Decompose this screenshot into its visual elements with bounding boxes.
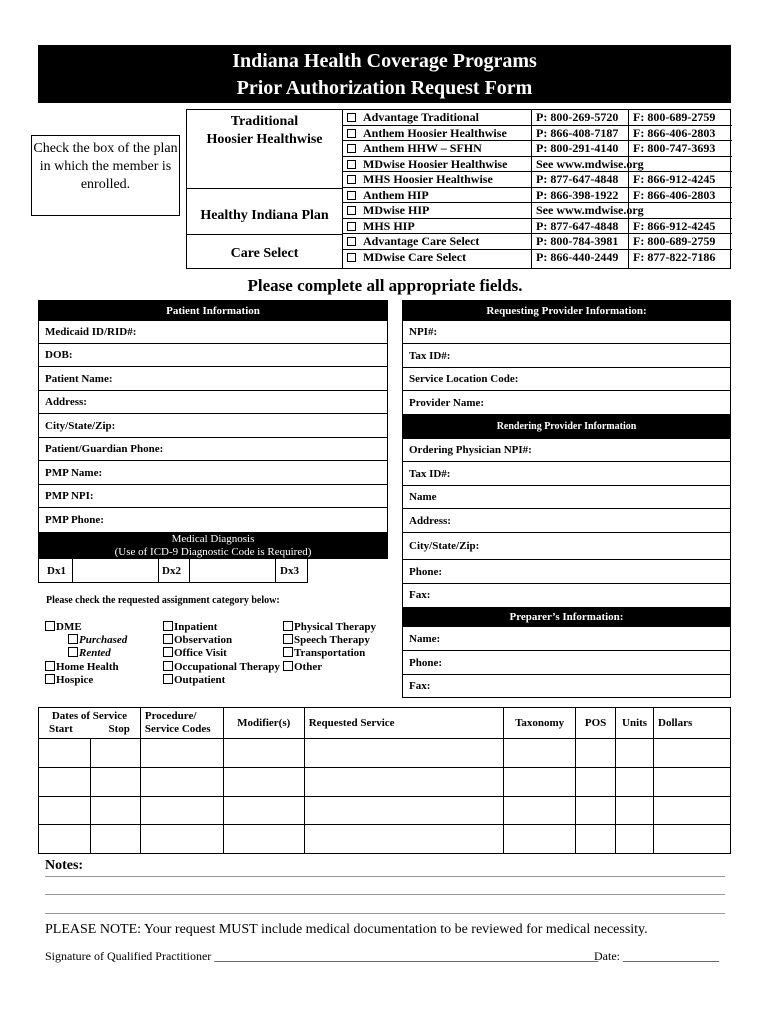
option-observation[interactable]: Observation <box>163 634 232 646</box>
rendering-name-field[interactable]: Name <box>403 486 730 509</box>
city-state-zip-field[interactable]: City/State/Zip: <box>39 414 387 438</box>
preparer-title: Preparer’s Information: <box>403 607 730 627</box>
plan-phone: P: 800-291-4140 <box>532 141 628 157</box>
plan-fax: F: 866-406-2803 <box>629 188 732 204</box>
assignment-prompt: Please check the requested assignment category below: <box>46 595 280 606</box>
option-physical[interactable]: Physical Therapy <box>283 621 376 633</box>
pmp-phone-field[interactable]: PMP Phone: <box>45 514 104 526</box>
address-field[interactable]: Address: <box>39 391 387 414</box>
plan-row[interactable] <box>343 110 531 126</box>
pos-header: POS <box>576 708 616 739</box>
npi-field[interactable]: NPI#: <box>403 321 730 344</box>
plan-fax: F: 800-747-3693 <box>629 141 732 157</box>
option-rented[interactable]: Rented <box>68 647 111 659</box>
dx2-input[interactable] <box>189 559 276 582</box>
plan-phone: See www.mdwise.org <box>532 157 628 173</box>
tax-id-field[interactable]: Tax ID#: <box>403 344 730 368</box>
plan-name-column <box>343 110 532 268</box>
plan-name: Anthem HHW – SFHN <box>363 141 482 155</box>
services-table <box>38 707 731 854</box>
rendering-tax-id-field[interactable]: Tax ID#: <box>403 462 730 486</box>
plan-row[interactable] <box>343 157 531 173</box>
plan-name: MDwise Care Select <box>363 249 467 264</box>
dx2-label: Dx2 <box>162 565 181 577</box>
plan-phone: P: 877-647-4848 <box>532 219 628 235</box>
requested-header: Requested Service <box>304 708 503 739</box>
form-header <box>38 45 731 103</box>
plan-name: Anthem Hoosier Healthwise <box>363 125 507 140</box>
ordering-npi-field[interactable]: Ordering Physician NPI#: <box>403 439 730 462</box>
option-office-visit[interactable]: Office Visit <box>163 647 227 659</box>
option-hospice[interactable]: Hospice <box>45 674 93 686</box>
group-traditional: Traditional <box>230 114 299 129</box>
plan-group-column <box>187 110 343 268</box>
preparer-fax-field[interactable]: Fax: <box>409 680 431 692</box>
plan-phone: P: 877-647-4848 <box>532 172 628 188</box>
plan-phone-column <box>532 110 644 268</box>
plan-row[interactable] <box>343 141 531 157</box>
plan-fax: F: 866-912-4245 <box>629 219 732 235</box>
patient-title: Patient Information <box>39 301 387 321</box>
plan-fax: F: 866-912-4245 <box>629 172 732 188</box>
plan-fax <box>629 157 732 173</box>
checkbox[interactable] <box>347 206 356 215</box>
procedure-header: Procedure/ Service Codes <box>140 708 223 739</box>
diagnosis-title: Medical Diagnosis <box>171 533 255 545</box>
plan-fax: F: 800-689-2759 <box>629 234 732 250</box>
modifier-header: Modifier(s) <box>223 708 304 739</box>
option-dme[interactable]: DME <box>45 621 82 633</box>
rendering-city-field[interactable]: City/State/Zip: <box>403 533 730 560</box>
plan-row[interactable] <box>343 126 531 142</box>
plan-fax: F: 877-822-7186 <box>633 249 716 264</box>
pmp-npi-field[interactable]: PMP NPI: <box>39 485 387 508</box>
units-header: Units <box>616 708 654 739</box>
plan-fax: F: 866-406-2803 <box>629 126 732 142</box>
requesting-title: Requesting Provider Information: <box>403 301 730 321</box>
dates-header: Dates of Service Start Stop <box>39 708 141 739</box>
option-transportation[interactable]: Transportation <box>283 647 365 659</box>
option-occupational[interactable]: Occupational Therapy <box>163 661 280 673</box>
plans-table <box>186 109 731 269</box>
checkbox[interactable] <box>347 113 356 122</box>
dx1-label: Dx1 <box>47 565 66 577</box>
checkbox[interactable] <box>347 253 356 262</box>
checkbox[interactable] <box>347 129 356 138</box>
plan-name: MHS Hoosier Healthwise <box>363 172 493 186</box>
plan-phone: See www.mdwise.org <box>532 203 628 219</box>
please-note: PLEASE NOTE: Your request MUST include medical documentation to be reviewed for medical necessity. <box>45 922 648 937</box>
plan-row[interactable] <box>343 234 531 250</box>
checkbox[interactable] <box>347 222 356 231</box>
checkbox[interactable] <box>347 175 356 184</box>
plan-fax <box>629 203 732 219</box>
form-title-line2: Prior Authorization Request Form <box>236 77 533 99</box>
plan-name: Advantage Traditional <box>363 110 479 124</box>
notes-label: Notes: <box>45 858 84 873</box>
notes-line[interactable] <box>45 894 725 895</box>
diagnosis-subtitle: (Use of ICD-9 Diagnostic Code is Required) <box>114 546 312 558</box>
plan-row[interactable] <box>343 188 531 204</box>
rendering-fax-field[interactable]: Fax: <box>409 589 431 601</box>
dx3-label: Dx3 <box>280 565 299 577</box>
checkbox[interactable] <box>347 144 356 153</box>
plan-row[interactable] <box>343 219 531 235</box>
guardian-phone-field[interactable]: Patient/Guardian Phone: <box>39 438 387 461</box>
plan-phone: P: 866-398-1922 <box>532 188 628 204</box>
option-inpatient[interactable]: Inpatient <box>163 621 217 633</box>
patient-section <box>38 300 388 559</box>
plan-fax: F: 800-689-2759 <box>629 110 732 126</box>
provider-section <box>402 300 731 698</box>
dollars-header: Dollars <box>654 708 731 739</box>
checkbox[interactable] <box>347 191 356 200</box>
preparer-phone-field[interactable]: Phone: <box>403 651 730 675</box>
plan-row[interactable] <box>343 172 531 188</box>
plan-name: MHS HIP <box>363 218 415 233</box>
form-title-line1: Indiana Health Coverage Programs <box>232 50 537 72</box>
signature-line[interactable]: Signature of Qualified Practitioner ________________________________________________________________ <box>45 949 599 963</box>
preparer-name-field[interactable]: Name: <box>403 627 730 651</box>
dx1-input[interactable] <box>72 559 159 582</box>
dob-field[interactable]: DOB: <box>39 344 387 367</box>
date-line[interactable]: Date: ________________ <box>594 949 719 963</box>
notes-line[interactable] <box>45 876 725 877</box>
checkbox[interactable] <box>347 160 356 169</box>
plan-instruction: Check the box of the plan in which the member is enrolled. <box>31 135 180 216</box>
option-purchased[interactable]: Purchased <box>68 634 127 646</box>
plan-name: MDwise HIP <box>363 203 430 217</box>
plan-row[interactable] <box>343 250 531 266</box>
plan-phone: P: 866-408-7187 <box>532 126 628 142</box>
assignment-section <box>38 583 388 698</box>
group-hhw: Hoosier Healthwise <box>206 132 323 147</box>
option-other[interactable]: Other <box>283 661 322 673</box>
service-row[interactable] <box>39 739 731 768</box>
option-outpatient[interactable]: Outpatient <box>163 674 225 686</box>
rendering-phone-field[interactable]: Phone: <box>403 560 730 584</box>
plan-name: MDwise Hoosier Healthwise <box>363 156 508 171</box>
service-location-field[interactable]: Service Location Code: <box>403 368 730 391</box>
group-care-select: Care Select <box>230 246 299 261</box>
rendering-address-field[interactable]: Address: <box>403 509 730 533</box>
option-home-health[interactable]: Home Health <box>45 661 119 673</box>
provider-name-field[interactable]: Provider Name: <box>403 391 730 415</box>
plan-phone: P: 866-440-2449 <box>536 249 619 264</box>
plan-fax-column <box>629 110 732 268</box>
pmp-name-field[interactable]: PMP Name: <box>39 461 387 485</box>
patient-name-field[interactable]: Patient Name: <box>39 367 387 391</box>
group-hip: Healthy Indiana Plan <box>200 208 329 223</box>
plan-row[interactable] <box>343 203 531 219</box>
rendering-title: Rendering Provider Information <box>403 415 730 439</box>
plan-name: Advantage Care Select <box>363 234 480 248</box>
plan-phone: P: 800-784-3981 <box>532 234 628 250</box>
subtitle: Please complete all appropriate fields. <box>247 276 523 295</box>
plan-name: Anthem HIP <box>363 187 429 202</box>
notes-line[interactable] <box>45 913 725 914</box>
service-row[interactable] <box>39 825 731 854</box>
diagnosis-header <box>39 532 387 559</box>
option-speech[interactable]: Speech Therapy <box>283 634 370 646</box>
plan-phone: P: 800-269-5720 <box>532 110 628 126</box>
medicaid-id-field[interactable]: Medicaid ID/RID#: <box>39 321 387 344</box>
dx-row <box>38 558 308 583</box>
service-row[interactable] <box>39 767 731 796</box>
taxonomy-header: Taxonomy <box>504 708 576 739</box>
service-row[interactable] <box>39 796 731 825</box>
checkbox[interactable] <box>347 237 356 246</box>
